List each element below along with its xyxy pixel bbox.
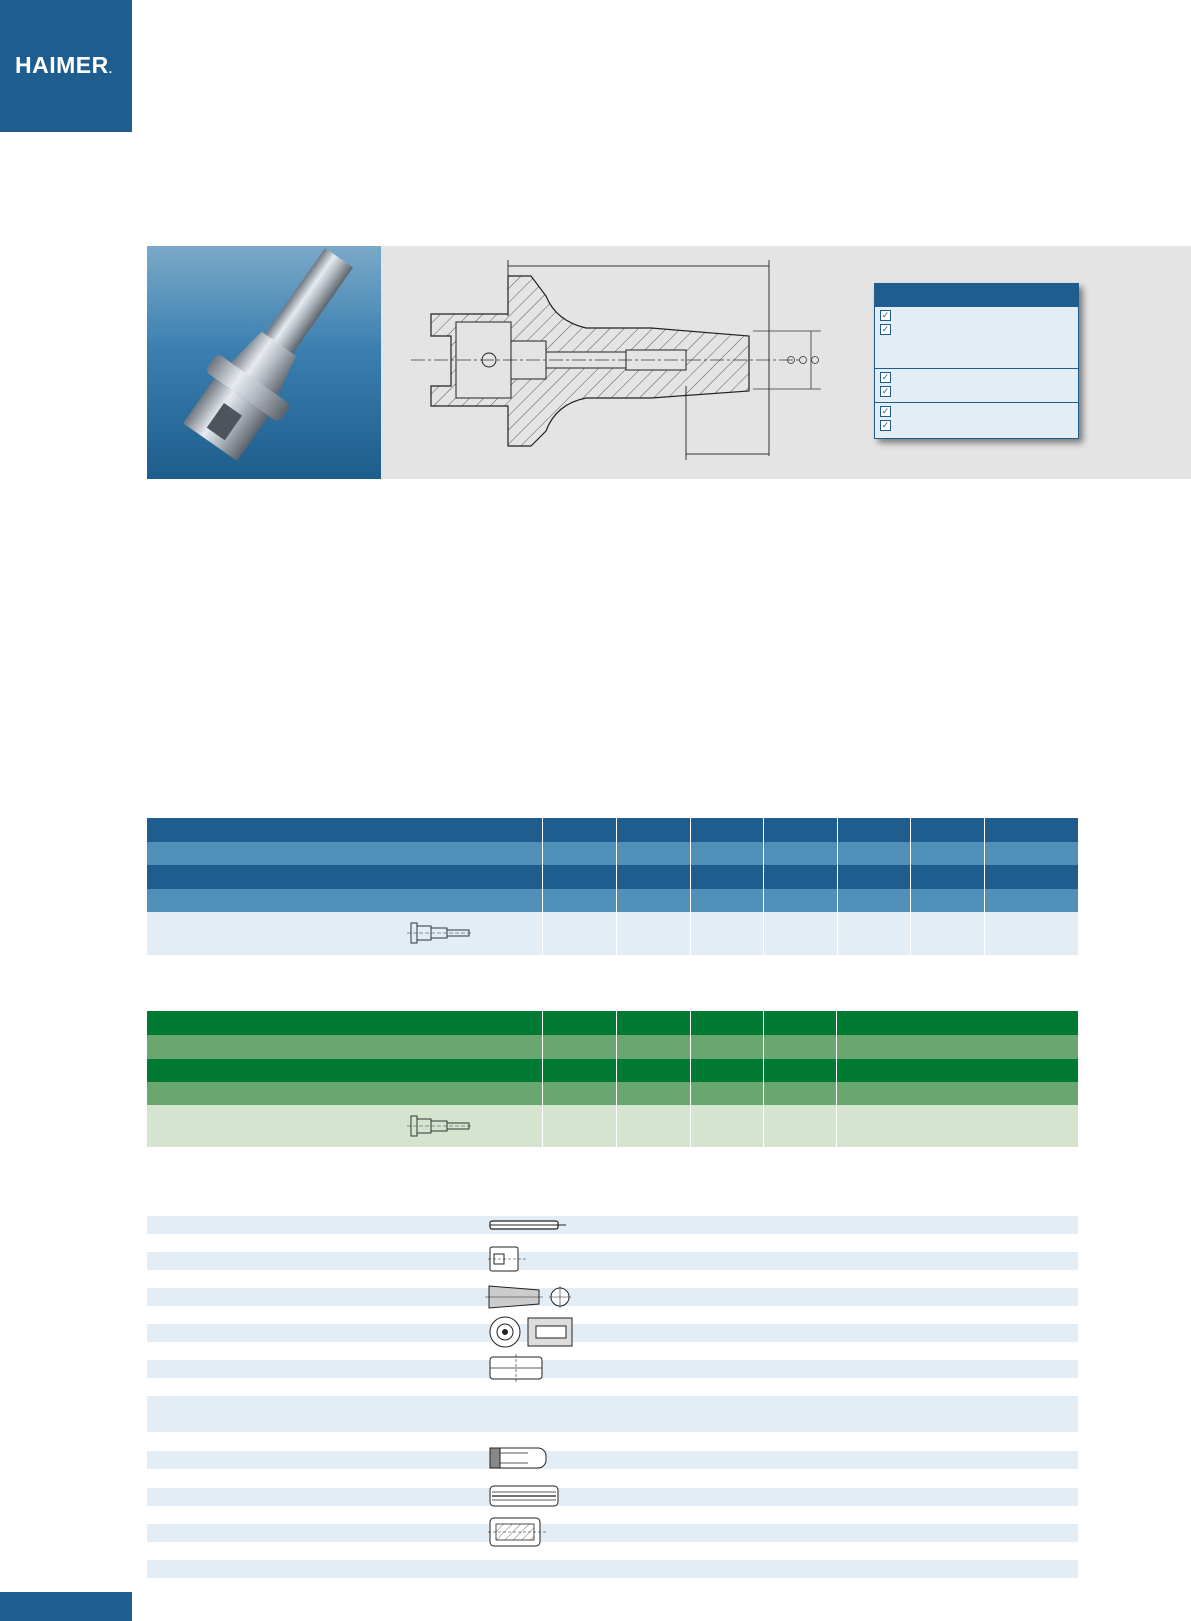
brand-logo-box	[0, 0, 132, 132]
tool-holder-photo-icon	[147, 246, 381, 479]
accessory-row	[147, 1488, 1078, 1506]
table-header-row	[147, 889, 1078, 912]
table-header-row	[147, 865, 1078, 889]
brand-logo	[15, 52, 113, 79]
feature-group	[875, 307, 1078, 369]
collet-icon	[488, 1314, 578, 1350]
shaft-pin-icon	[488, 1216, 568, 1234]
brand-logo-text: HAIMER	[15, 52, 109, 78]
tool-holder-side-icon	[407, 1112, 473, 1140]
checkbox-checked-icon: ✓	[881, 324, 890, 334]
threaded-sleeve-icon	[488, 1443, 552, 1473]
table-header-row	[147, 818, 1078, 842]
footer-tab	[0, 1592, 132, 1621]
accessory-row	[147, 1252, 1078, 1270]
checkbox-checked-icon: ✓	[881, 310, 890, 320]
accessory-row	[147, 1324, 1078, 1342]
table-header-row	[147, 1035, 1078, 1059]
accessory-row	[147, 1360, 1078, 1378]
nut-icon	[488, 1514, 552, 1550]
table-header-row	[147, 1082, 1078, 1105]
table-header-row	[147, 842, 1078, 865]
table-header-row	[147, 1011, 1078, 1035]
table-header-row	[147, 1059, 1078, 1082]
checkbox-checked-icon: ✓	[881, 372, 890, 382]
feature-group	[875, 369, 1078, 403]
accessory-row	[147, 1451, 1078, 1469]
checkbox-checked-icon: ✓	[881, 420, 890, 430]
product-table-blue	[147, 818, 1078, 955]
accessory-row	[147, 1560, 1078, 1578]
checkbox-checked-icon: ✓	[881, 406, 890, 416]
accessory-row	[147, 1216, 1078, 1234]
cylinder-sleeve-icon	[488, 1482, 564, 1510]
brand-logo-dot: .	[108, 62, 113, 76]
taper-sleeve-icon	[485, 1280, 575, 1312]
table-row	[147, 1105, 1078, 1147]
tool-holder-side-icon	[407, 919, 473, 947]
tool-holder-photo	[147, 246, 381, 479]
checkbox-checked-icon: ✓	[881, 386, 890, 396]
feature-checklist-header	[875, 284, 1078, 307]
feature-checklist	[874, 283, 1079, 439]
ring-icon	[488, 1354, 548, 1382]
table-row	[147, 912, 1078, 955]
stop-screw-icon	[488, 1244, 528, 1274]
accessory-row	[147, 1288, 1078, 1306]
accessory-row	[147, 1524, 1078, 1542]
accessory-row	[147, 1396, 1078, 1432]
product-table-green	[147, 1011, 1078, 1147]
feature-group	[875, 403, 1078, 436]
